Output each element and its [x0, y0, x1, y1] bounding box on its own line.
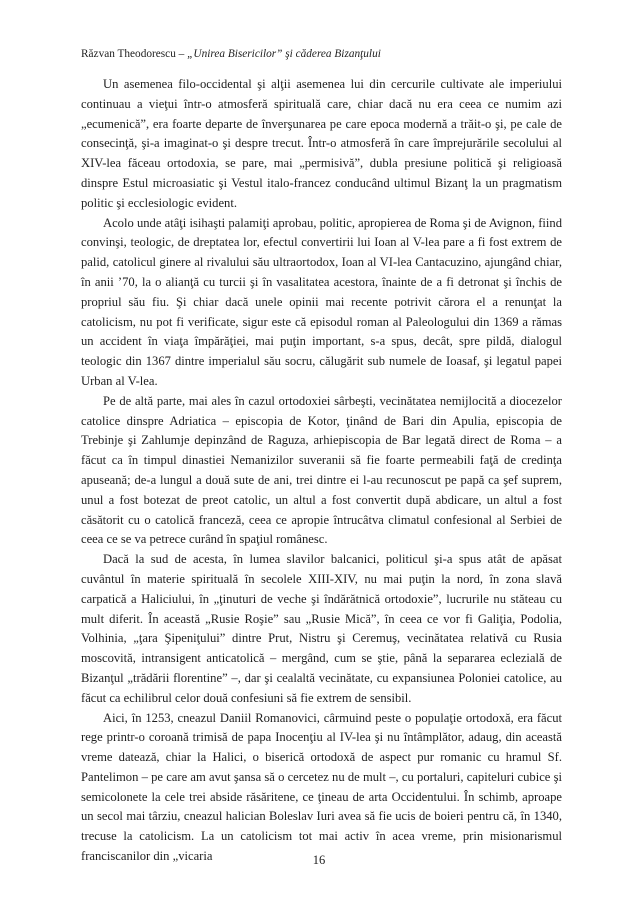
paragraph-3: Pe de altă parte, mai ales în cazul ortodoxiei sârbeşti, vecinătatea nemijlocită a diocezelor catolice dinspre Adriatica – episcopia de Kotor, ţinând de Bari din Apulia, episcopia de Trebinje şi Zahlumje depinzând de Raguza, arhiepiscopia de Bar legată direct de Roma – a făcut ca în timpul dinastiei Nemanizilor suveranii să fie foarte permeabili faţă de credinţa apuseană; de-a lungul a două sute de ani, trei dintre ei l-au recunoscut pe papă ca şef suprem, unul a fost botezat de preot catolic, un altul a fost convertit după abdicare, un altul a fost căsătorit cu o catolică franceză, ceea ce apropie întrucâtva climatul confesional al Serbiei de ceea ce se va petrece curând în spaţiul românesc. [81, 393, 562, 547]
body-text [81, 75, 562, 867]
running-header [81, 47, 562, 61]
header-separator: – [175, 48, 188, 60]
paragraph-2: Acolo unde atâţi isihaşti palamiţi aprobau, politic, apropierea de Roma şi de Avignon, fiind convinşi, teologic, de dreptatea lor, efectul convertirii lui Ioan al V-lea pare a fi fost extrem de palid, catolicul ginere al rivalului său ultraortodox, Ioan al VI-lea Cantacuzino, ajungând chiar, în anii ’70, la o alianţă cu turcii şi în vasalitatea acestora, înainte de a fi detronat şi închis de propriul său fiu. Şi chiar dacă unele opinii mai recente potrivit cărora el a renunţat la catolicism, nu pot fi verificate, sigur este că episodul roman al Paleologului din 1369 a rămas un accident în viaţa împărăţiei, mai puţin important, s-a spus, decât, spre pildă, dialogul teologic din 1367 dintre imperialul său socru, călugărit sub numele de Ioasaf, şi legatul papei Urban al V-lea. [81, 215, 562, 388]
header-book-title: „Unirea Bisericilor” şi căderea Bizanţului [187, 48, 381, 60]
page-number: 16 [312, 853, 326, 867]
paragraph-4: Dacă la sud de acesta, în lumea slavilor balcanici, politicul şi-a spus atât de apăsat cuvântul în materie spirituală în secolele XIII-XIV, nu mai puţin la nord, în zona slavă carpatică a Haliciului, în „ţinuturi de veche şi îndărătnică ortodoxie”, lucrurile nu stăteau cu mult diferit. În această „Rusie Roşie” sau „Rusie Mică”, în ceea ce vor fi Galiţia, Podolia, Volhinia, „ţara Şipeniţului” dintre Prut, Nistru şi Ceremuş, vecinătatea relativă cu Rusia moscovită, intransigent anticatolică – mergând, cum se ştie, până la separarea eclezială de Bizanţul „trădării florentine” –, dar şi cealaltă vecinătate, cu expansiunea Poloniei catolice, au făcut ca echilibrul celor două confesiuni să fie extrem de sensibil. [81, 552, 562, 705]
paragraph-1: Un asemenea filo-occidental şi alţii asemenea lui din cercurile cultivate ale imperiului continuau a vieţui într-o atmosferă spirituală care, chiar dacă nu era ceea ce numim azi „ecumenică”, era foarte departe de înverşunarea pe care epoca modernă a trăit-o şi, pe cale de consecinţă, şi-a imaginat-o şi despre trecut. Într-o atmosferă în care împrejurările secolului al XIV-lea făceau ortodoxia, se pare, mai „permisivă”, dubla presiune politică şi religioasă dinspre Estul microasiatic şi Vestul italo-francez conducând ultimul Bizanţ la un pragmatism politic şi ecclesiologic evident. [81, 77, 562, 210]
paragraph-5: Aici, în 1253, cneazul Daniil Romanovici, cârmuind peste o populaţie ortodoxă, era făcut rege printr-o coroană trimisă de papa Inocenţiu al IV-lea şi nu întâmplător, adaug, din această vreme datează, chiar la Halici, o biserică ortodoxă de aspect pur romanic cu hramul Sf. Pantelimon – pe care am avut şansa să o cercetez nu de mult –, cu portaluri, capiteluri cubice şi semicolonete la cele trei abside răsăritene, ce ţineau de arta Occidentului. În schimb, aproape un secol mai târziu, cneazul halician Boleslav Iuri avea să fie ucis de boieri pentru că, în 1340, trecuse la catolicism. La un catolicism tot mai activ în acea vreme, prin misionarismul franciscanilor din „vicaria [81, 710, 562, 864]
header-author: Răzvan Theodorescu [81, 48, 176, 60]
